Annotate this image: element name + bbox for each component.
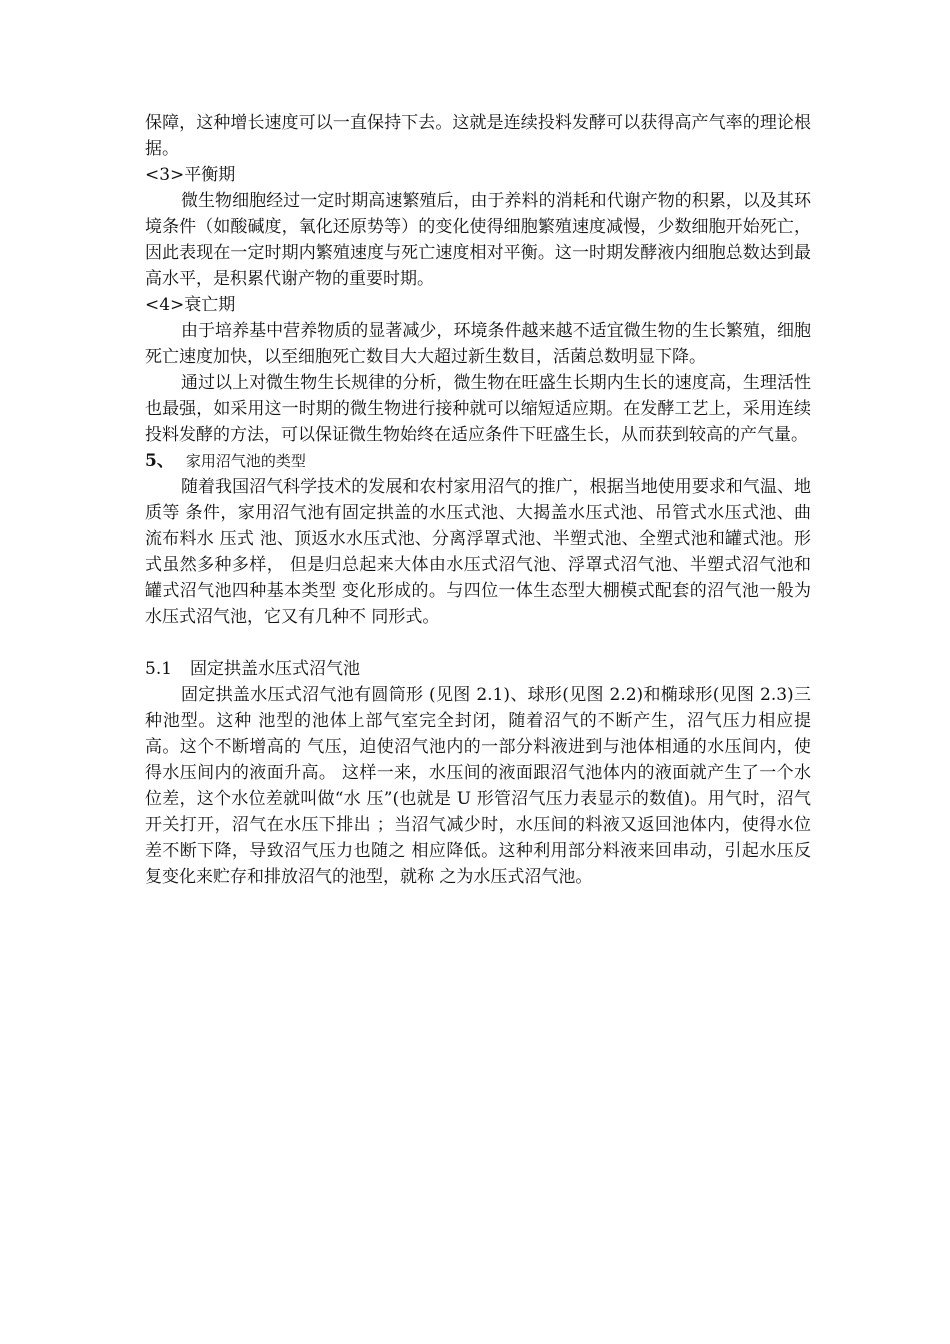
heading-decline-phase: <4>衰亡期 bbox=[145, 295, 236, 315]
section-5-number: 5、 bbox=[145, 451, 174, 471]
heading-section-5 bbox=[145, 448, 811, 474]
document-page bbox=[145, 110, 811, 890]
paragraph-gap bbox=[145, 630, 811, 656]
paragraph-fixed-dome: 固定拱盖水压式沼气池有圆筒形 (见图 2.1)、球形(见图 2.2)和椭球形(见图 2.3)三种池型。这种 池型的池体上部气室完全封闭，随着沼气的不断产生，沼气压力相应提高。这个不断增高的 气压，迫使沼气池内的一部分料液进到与池体相通的水压间内，使得水压间内的液面升高。 这样一来，水压间的液面跟沼气池体内的液面就产生了一个水位差，这个水位差就叫做“水 压”(也就是 U 形管沼气压力表显示的数值)。用气时，沼气开关打开，沼气在水压下排出 ；当沼气减少时，水压间的料液又返回池体内，使得水位差不断下降，导致沼气压力也随之 相应降低。这种利用部分料液来回串动，引起水压反复变化来贮存和排放沼气的池型，就称 之为水压式沼气池。 bbox=[145, 685, 811, 887]
paragraph-growth-end: 保障，这种增长速度可以一直保持下去。这就是连续投料发酵可以获得高产气率的理论根据。 bbox=[145, 113, 811, 159]
section-5-title: 家用沼气池的类型 bbox=[185, 452, 306, 470]
section-5-1-number: 5.1 bbox=[145, 659, 173, 679]
heading-section-5-1 bbox=[145, 656, 811, 682]
paragraph-equilibrium: 微生物细胞经过一定时期高速繁殖后，由于养料的消耗和代谢产物的积累，以及其环境条件（如酸碱度，氧化还原势等）的变化使得细胞繁殖速度减慢，少数细胞开始死亡，因此表现在一定时期内繁殖速度与死亡速度相对平衡。这一时期发酵液内细胞总数达到最高水平，是积累代谢产物的重要时期。 bbox=[145, 191, 811, 289]
section-5-1-title: 固定拱盖水压式沼气池 bbox=[190, 659, 361, 679]
heading-equilibrium-phase: <3>平衡期 bbox=[145, 165, 236, 185]
paragraph-analysis: 通过以上对微生物生长规律的分析，微生物在旺盛生长期内生长的速度高，生理活性也最强，如采用这一时期的微生物进行接种就可以缩短适应期。在发酵工艺上，采用连续投料发酵的方法，可以保证微生物始终在适应条件下旺盛生长，从而获到较高的产气量。 bbox=[145, 373, 811, 445]
paragraph-decline: 由于培养基中营养物质的显著减少，环境条件越来越不适宜微生物的生长繁殖，细胞死亡速度加快，以至细胞死亡数目大大超过新生数目，活菌总数明显下降。 bbox=[145, 321, 811, 367]
paragraph-biogas-types: 随着我国沼气科学技术的发展和农村家用沼气的推广，根据当地使用要求和气温、地质等 条件，家用沼气池有固定拱盖的水压式池、大揭盖水压式池、吊管式水压式池、曲流布料水 压式 池、顶返水水压式池、分离浮罩式池、半塑式池、全塑式池和罐式池。形式虽然多种多样， 但是归总起来大体由水压式沼气池、浮罩式沼气池、半塑式沼气池和罐式沼气池四种基本类型 变化形成的。与四位一体生态型大棚模式配套的沼气池一般为水压式沼气池，它又有几种不 同形式。 bbox=[145, 477, 811, 627]
